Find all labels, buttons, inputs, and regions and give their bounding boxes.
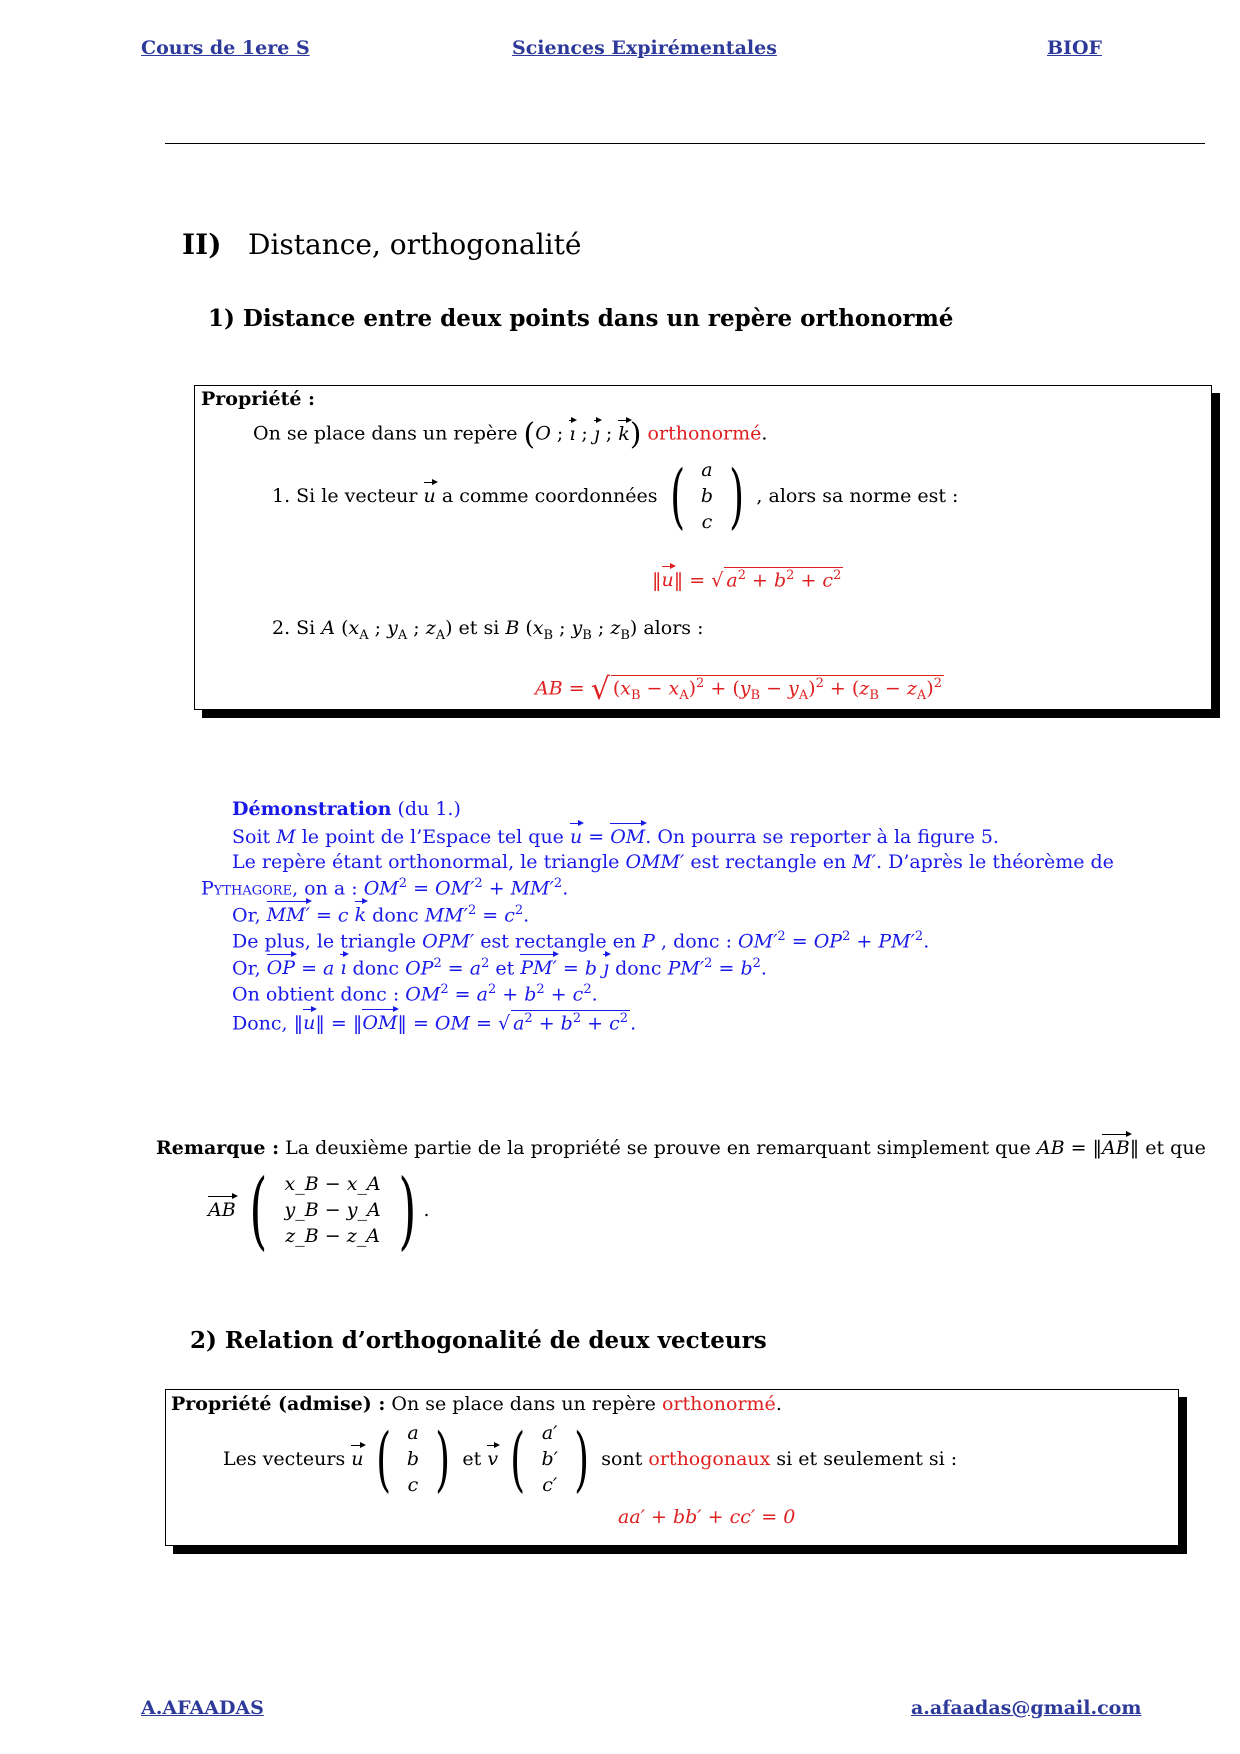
remark-line: Remarque : La deuxième partie de la propriété se prouve en remarquant simplement que AB = ‖AB‖ et que (156, 1137, 1206, 1159)
v-coord-b: b′ (541, 1448, 558, 1470)
coord-c: c (701, 511, 713, 533)
item2-then: alors : (643, 617, 704, 639)
demo-l1a: Soit (232, 826, 271, 848)
subsection-2-title: 2) Relation d’orthogonalité de deux vecteurs (190, 1327, 767, 1354)
demo-l4b: donc (372, 904, 419, 927)
coord-yb-ya: y_B − y_A (284, 1199, 381, 1221)
demo-l6a: Or, (232, 957, 261, 980)
property-2-intro: On se place dans un repère (391, 1393, 656, 1415)
post-a: sont (601, 1448, 643, 1470)
orthogonal-word: orthogonaux (648, 1448, 771, 1470)
remark-text: La deuxième partie de la propriété se prouve en remarquant simplement que (285, 1137, 1031, 1159)
demo-l5b: est rectangle en (480, 930, 637, 953)
demo-line-8: Donc, ‖u‖ = ‖OM‖ = OM = √ $a^2 + b^2 + c^2$ . (232, 1011, 637, 1035)
demo-title (232, 798, 461, 820)
demo-l5a: De plus, le triangle (232, 930, 417, 953)
section-title: Distance, orthogonalité (248, 228, 582, 261)
property-1-item-1: 1. Si le vecteur u a comme coordonnées ( a b c ) , alors sa norme est : (272, 455, 959, 537)
property-2-label: Propriété (admise) : (171, 1393, 386, 1415)
demo-l6d: donc (615, 957, 662, 980)
subsection-1-title: 1) Distance entre deux points dans un repère orthonormé (208, 305, 954, 332)
demo-l2c: . D’après le théorème de (876, 851, 1114, 873)
footer-email[interactable]: a.afaadas@gmail.com (911, 1697, 1142, 1719)
demo-line-6: Or, OP = a ı donc $OP^2 = a^2$ et PM′ = b ȷ donc $PM'^2 = b^2$. (232, 956, 767, 980)
property-2-vectors: Les vecteurs u ( a b c ) et v ( a′ b′ c′ ) sont orthogonaux si et seulement si : (223, 1418, 958, 1500)
v-coord-c: c′ (542, 1474, 558, 1496)
u-coord-a: a (407, 1422, 419, 1444)
u-coord-c: c (407, 1474, 419, 1496)
header-subject: Sciences Expirémentales (512, 37, 777, 59)
remark-vector: AB ( x_B − x_A y_B − y_A z_B − z_A ) . (208, 1161, 430, 1259)
u-coordinates-matrix: ( a b c ) (669, 455, 745, 537)
property-1-item-2: 2. Si A ($x_A$ ; $y_A$ ; $z_A$) et si B ($x_B$ ; $y_B$ ; $z_B$) alors : (272, 617, 704, 643)
demo-line-7: On obtient donc : $OM^2 = a^2 + b^2 + c^2$. (232, 982, 598, 1006)
header-program: BIOF (1047, 37, 1102, 59)
u2-coordinates-matrix: ( a b c ) (375, 1418, 451, 1500)
coord-xb-xa: x_B − x_A (284, 1173, 381, 1195)
coord-zb-za: z_B − z_A (285, 1225, 380, 1247)
demo-l6b: donc (352, 957, 400, 980)
demo-l8a: Donc, (232, 1012, 288, 1035)
post-b: si et seulement si : (776, 1448, 958, 1470)
demo-l2a: Le repère étant orthonormal, le triangle (232, 851, 620, 873)
demo-l7a: On obtient donc : (232, 983, 400, 1006)
norm-formula: ‖u‖ = √ $a^2 + b^2 + c^2$ (652, 568, 842, 592)
demo-line-1: Soit M le point de l’Espace tel que u = OM. On pourra se reporter à la figure 5. (232, 826, 999, 848)
pythagore-name: Pythagore (201, 877, 293, 900)
demo-l2b: est rectangle en (690, 851, 847, 873)
property-1-intro: On se place dans un repère (O ; ı ; ȷ ; k) orthonormé. (253, 417, 768, 452)
item1-pre: 1. Si le vecteur (272, 485, 418, 507)
remark-label: Remarque : (156, 1137, 280, 1159)
item1-post: , alors sa norme est : (756, 485, 959, 507)
demo-l6c: et (495, 957, 515, 980)
and-word: et (462, 1448, 482, 1470)
v-coord-a: a′ (541, 1422, 558, 1444)
section-number: II) (182, 228, 222, 261)
coord-b: b (700, 485, 714, 507)
demo-l4a: Or, (232, 904, 261, 927)
ab-coordinates-matrix: ( x_B − x_A y_B − y_A z_B − z_A ) (249, 1161, 417, 1259)
header-rule (165, 143, 1205, 144)
item1-mid: a comme coordonnées (441, 485, 658, 507)
u-coord-b: b (406, 1448, 420, 1470)
demo-l1b: le point de l’Espace tel que (301, 826, 564, 848)
remark-tail: et que (1145, 1137, 1206, 1159)
distance-formula: AB = √ $(x_B - x_A)^2 + (y_B - y_A)^2 + (z_B - z_A)^2$ (535, 672, 942, 707)
demo-l3b: , on a : (292, 877, 358, 900)
vectors-pre: Les vecteurs (223, 1448, 346, 1470)
demo-line-5: De plus, le triangle OPM′ est rectangle en P , donc : $OM'^2 = OP^2 + PM'^2$. (232, 929, 930, 953)
header-course: Cours de 1ere S (141, 37, 310, 59)
demo-l5c: , donc : (661, 930, 732, 953)
property-2-header: Propriété (admise) : On se place dans un repère orthonormé. (171, 1393, 782, 1415)
v-coordinates-matrix: ( a′ b′ c′ ) (510, 1418, 590, 1500)
demo-line-2: Le repère étant orthonormal, le triangle OMM′ est rectangle en M′. D’après le théorème de (232, 851, 1114, 873)
item2-pre: 2. Si (272, 617, 316, 639)
coord-a: a (701, 459, 713, 481)
demo-l1c: . On pourra se reporter à la figure 5. (645, 826, 999, 848)
orthonormal-word: orthonormé (647, 422, 762, 445)
demo-line-3: Pythagore, on a : $OM^2 = OM'^2 + MM'^2$. (201, 876, 569, 900)
demo-line-4: Or, MM′ = c k donc $MM'^2 = c^2$. (232, 903, 530, 927)
property-2-orthonormal: orthonormé (661, 1393, 776, 1415)
footer-author: A.AFAADAS (141, 1697, 264, 1719)
property-1-label: Propriété : (201, 388, 316, 410)
orthogonality-formula: aa′ + bb′ + cc′ = 0 (618, 1506, 796, 1528)
intro-text: On se place dans un repère (253, 422, 518, 445)
demo-title-text: Démonstration (232, 798, 392, 820)
demo-title-suffix: (du 1.) (397, 798, 461, 820)
